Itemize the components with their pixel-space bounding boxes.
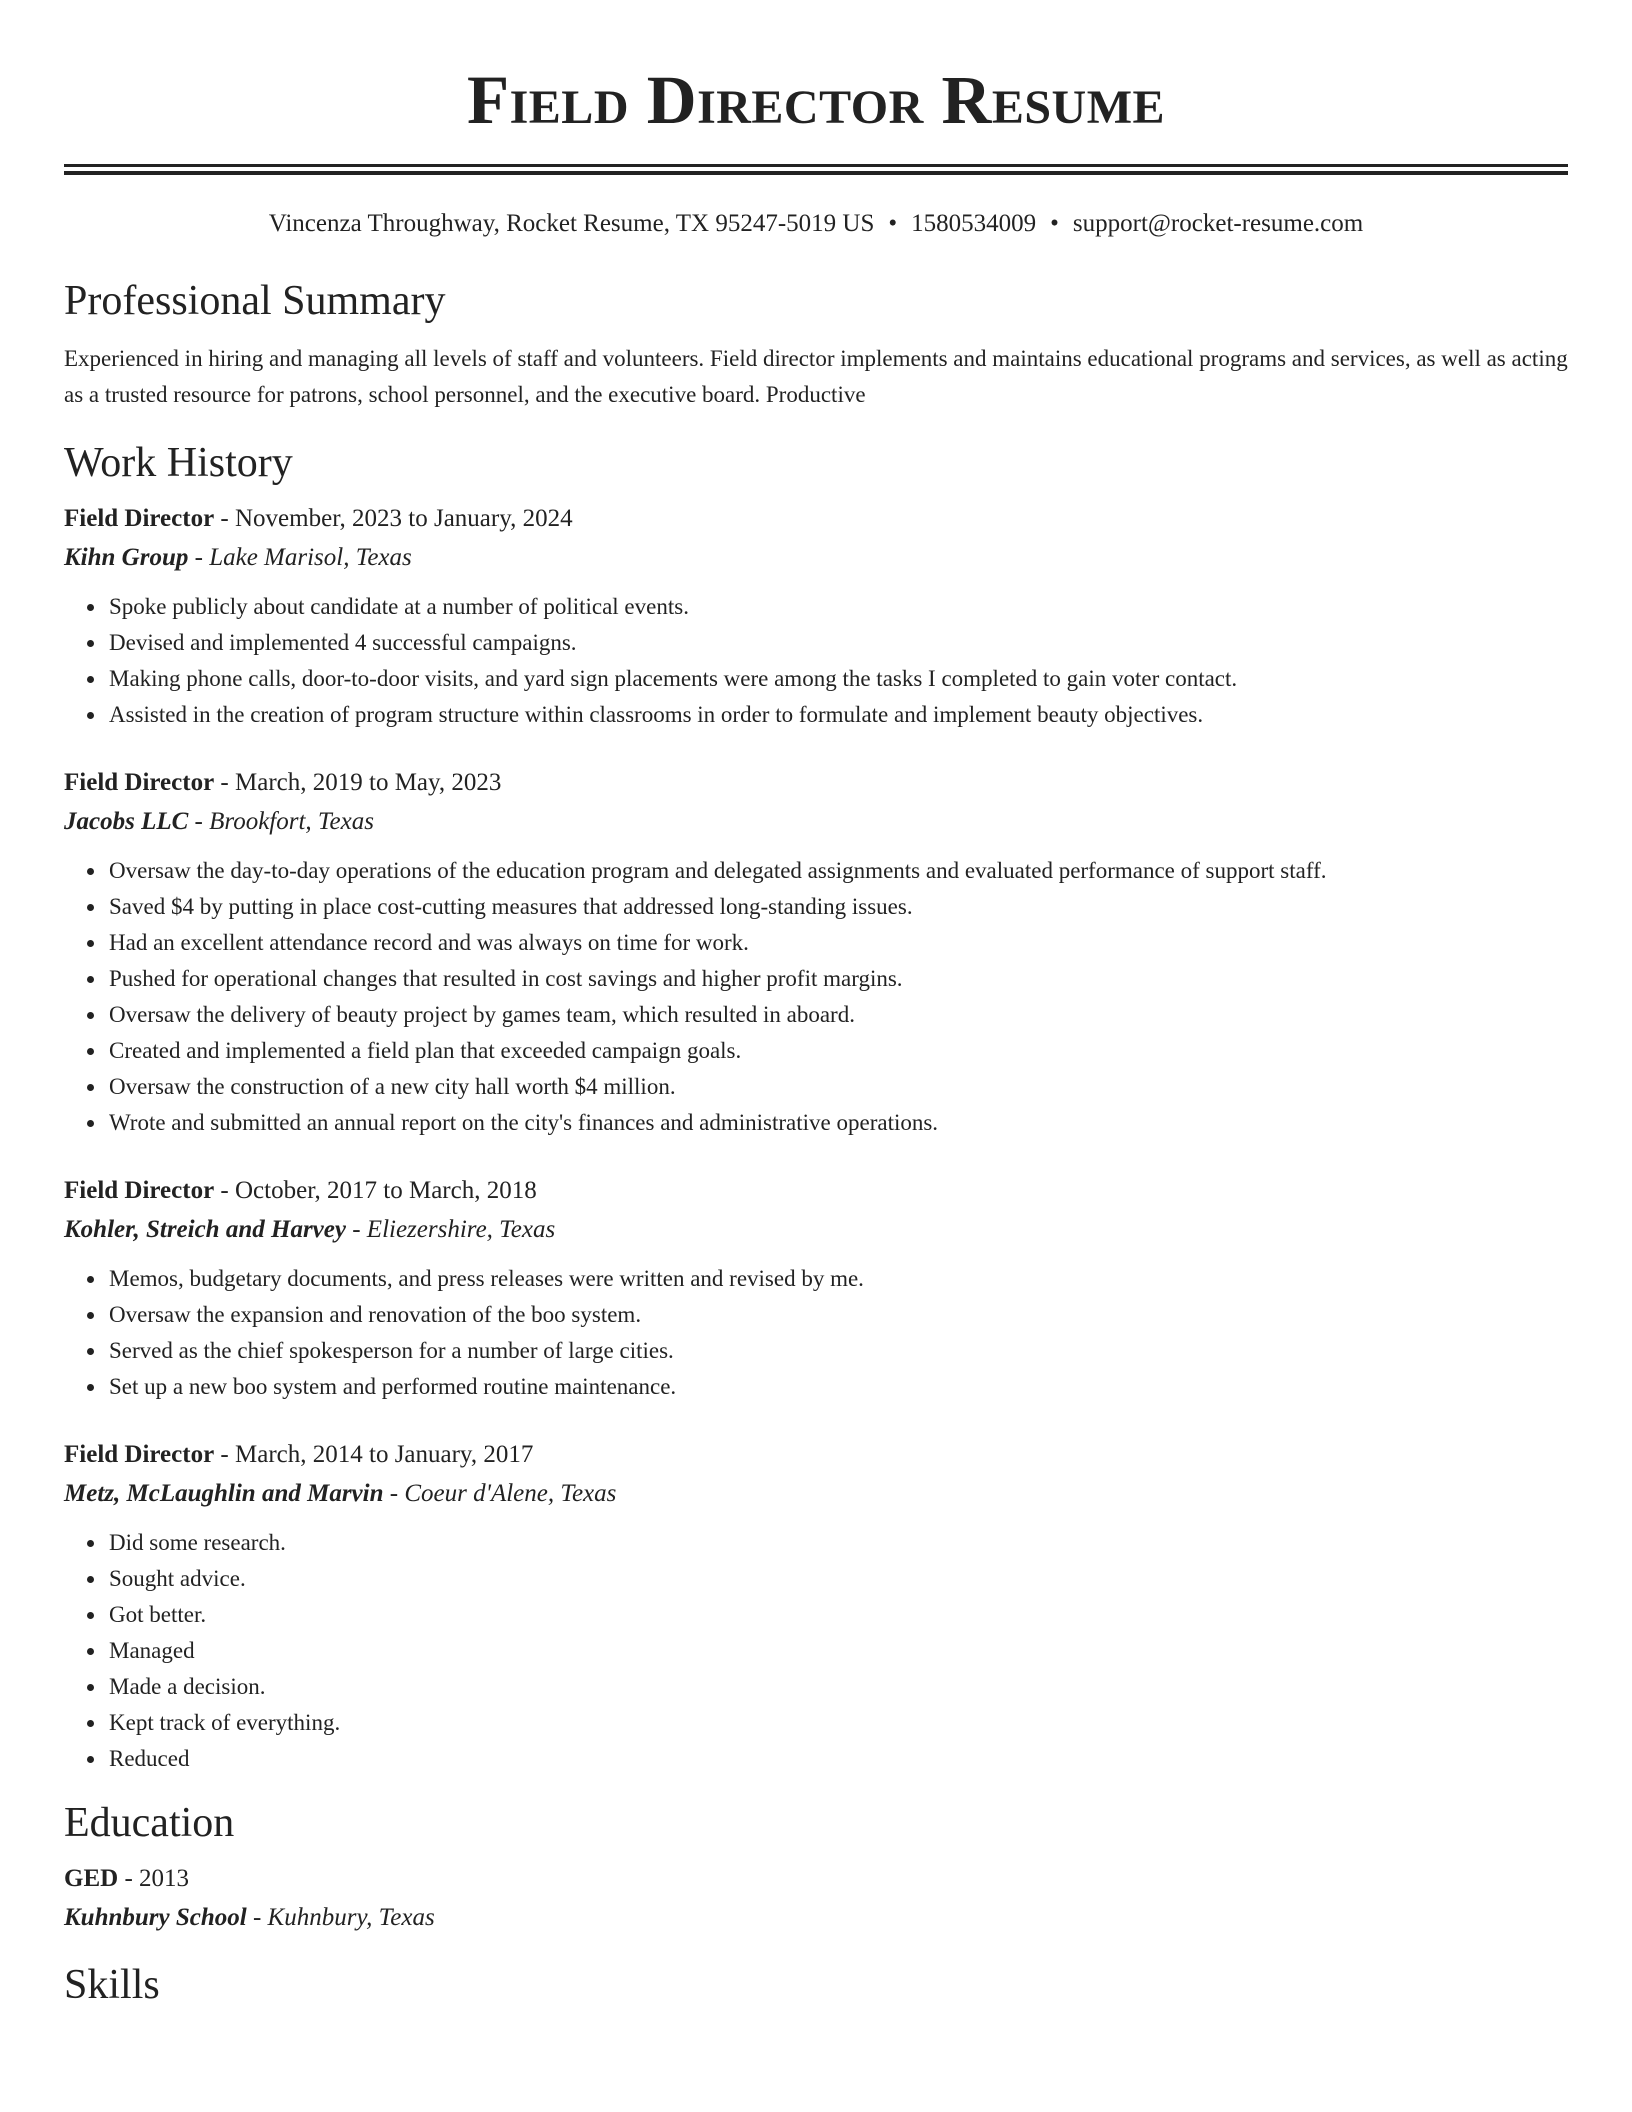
job-duty: • Oversaw the day-to-day operations of the education program and delegated assignments and evaluated performance of support staff. — [107, 853, 1568, 889]
summary-text: Experienced in hiring and managing all levels of staff and volunteers. Field director implements and maintains educational programs and services, as well as acting as a trusted resource for patrons, school personnel, and the executive board. Productive — [64, 346, 1568, 407]
job-duty: • Managed — [107, 1633, 1568, 1669]
education-school-line — [64, 1898, 1568, 1937]
job-duty: • Reduced — [107, 1741, 1568, 1777]
job-employer — [64, 538, 1568, 577]
job-employer — [64, 1210, 1568, 1249]
job-duty: • Sought advice. — [107, 1561, 1568, 1597]
job-title: Field Director — [64, 769, 215, 796]
job-header — [64, 1435, 1568, 1474]
resume-title: Field Director Resume — [466, 62, 1166, 138]
job-duty: • Got better. — [107, 1597, 1568, 1633]
job-company: Metz, McLaughlin and Marvin — [64, 1480, 384, 1507]
job-header — [64, 763, 1568, 802]
education-heading: Education — [64, 1800, 235, 1846]
job-duties-list — [64, 1261, 1568, 1405]
job-dates: - November, 2023 to January, 2024 — [214, 505, 573, 532]
job-title: Field Director — [64, 505, 215, 532]
job-duty: • Assisted in the creation of program structure within classrooms in order to formulate and implement beauty objectives. — [107, 697, 1568, 733]
education-degree: GED — [64, 1865, 119, 1892]
contact-email: support@rocket-resume.com — [1072, 210, 1364, 237]
skills-heading: Skills — [64, 1962, 160, 2008]
job-duty: • Did some research. — [107, 1525, 1568, 1561]
job-duty: • Oversaw the construction of a new city hall worth $4 million. — [107, 1069, 1568, 1105]
job-duty: • Oversaw the delivery of beauty project by games team, which resulted in aboard. — [107, 997, 1568, 1033]
job-entry — [64, 499, 1568, 733]
job-company: Kihn Group — [64, 544, 189, 571]
contact-address: Vincenza Throughway, Rocket Resume, TX 95247-5019 US — [268, 210, 875, 237]
job-header — [64, 1171, 1568, 1210]
work-history-heading: Work History — [64, 440, 293, 486]
contact-line — [64, 207, 1568, 241]
job-duty: • Created and implemented a field plan that exceeded campaign goals. — [107, 1033, 1568, 1069]
job-entry — [64, 1171, 1568, 1405]
job-duties-list — [64, 1525, 1568, 1777]
job-company: Kohler, Streich and Harvey — [64, 1216, 346, 1243]
job-duty: • Made a decision. — [107, 1669, 1568, 1705]
job-entry — [64, 1435, 1568, 1777]
job-entry — [64, 763, 1568, 1141]
job-employer — [64, 1474, 1568, 1513]
job-employer — [64, 802, 1568, 841]
job-duties-list — [64, 589, 1568, 733]
job-dates: - October, 2017 to March, 2018 — [214, 1177, 537, 1204]
education-location: - Kuhnbury, Texas — [246, 1904, 435, 1931]
job-duty: • Served as the chief spokesperson for a number of large cities. — [107, 1333, 1568, 1369]
education-entry — [64, 1859, 1568, 1937]
job-location: - Eliezershire, Texas — [345, 1216, 556, 1243]
education-school: Kuhnbury School — [64, 1904, 247, 1931]
job-duty: • Devised and implemented 4 successful campaigns. — [107, 625, 1568, 661]
contact-separator: • — [1050, 210, 1059, 237]
contact-phone: 1580534009 — [911, 210, 1037, 237]
job-duty: • Wrote and submitted an annual report on the city's finances and administrative operations. — [107, 1105, 1568, 1141]
title-double-rule — [64, 164, 1568, 175]
education-year: - 2013 — [118, 1865, 190, 1892]
job-dates: - March, 2014 to January, 2017 — [214, 1441, 534, 1468]
job-duty: • Kept track of everything. — [107, 1705, 1568, 1741]
job-duty: • Making phone calls, door-to-door visits, and yard sign placements were among the tasks I completed to gain voter contact. — [107, 661, 1568, 697]
job-title: Field Director — [64, 1441, 215, 1468]
job-duty: • Memos, budgetary documents, and press releases were written and revised by me. — [107, 1261, 1568, 1297]
job-duty: • Had an excellent attendance record and was always on time for work. — [107, 925, 1568, 961]
job-dates: - March, 2019 to May, 2023 — [214, 769, 502, 796]
job-title: Field Director — [64, 1177, 215, 1204]
job-duty: • Pushed for operational changes that resulted in cost savings and higher profit margins. — [107, 961, 1568, 997]
job-duties-list — [64, 853, 1568, 1141]
job-duty: • Spoke publicly about candidate at a number of political events. — [107, 589, 1568, 625]
job-duty: • Saved $4 by putting in place cost-cutting measures that addressed long-standing issues. — [107, 889, 1568, 925]
job-duty: • Set up a new boo system and performed routine maintenance. — [107, 1369, 1568, 1405]
job-header — [64, 499, 1568, 538]
summary-heading: Professional Summary — [64, 278, 446, 324]
education-header — [64, 1859, 1568, 1898]
job-location: - Lake Marisol, Texas — [188, 544, 412, 571]
job-location: - Coeur d'Alene, Texas — [383, 1480, 617, 1507]
job-company: Jacobs LLC — [64, 808, 189, 835]
contact-separator: • — [888, 210, 898, 237]
job-duty: • Oversaw the expansion and renovation of the boo system. — [107, 1297, 1568, 1333]
job-location: - Brookfort, Texas — [188, 808, 374, 835]
